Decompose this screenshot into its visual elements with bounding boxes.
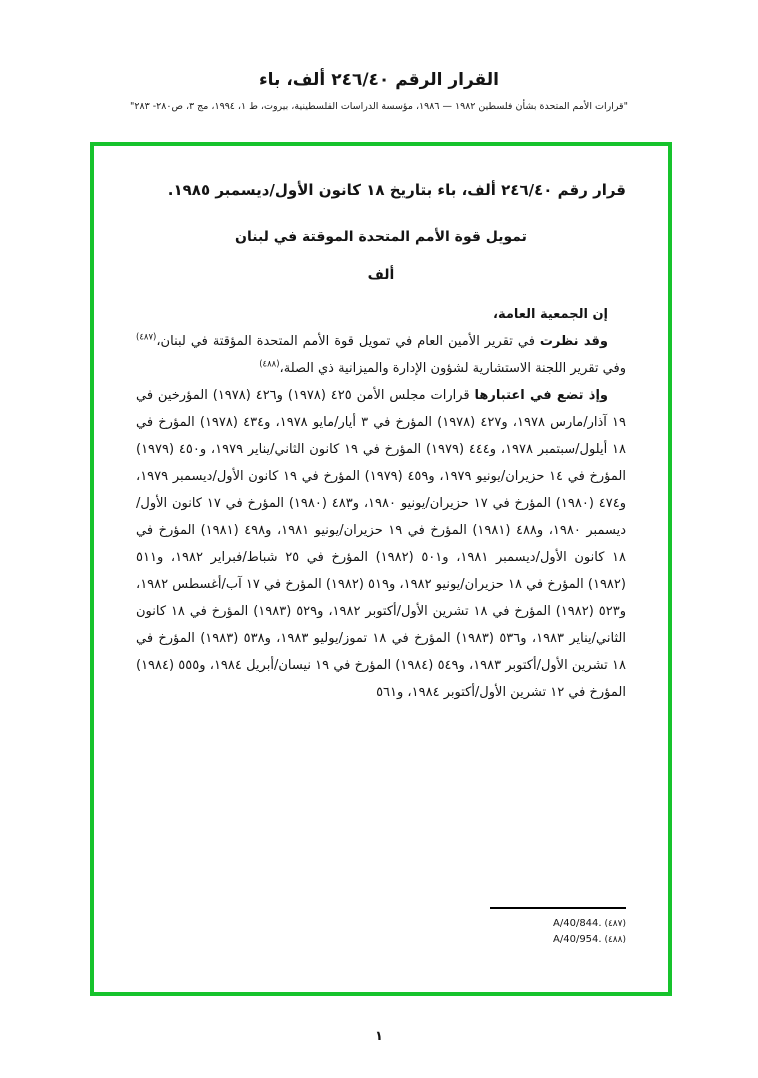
document-title: القرار الرقم ٢٤٦/٤٠ ألف، باء [258,70,500,90]
footnote-ref: (٤٨٧) [136,332,157,343]
text-segment: وفي تقرير اللجنة الاستشارية لشؤون الإدارة والميزانية ذي الصلة، [279,361,626,376]
resolution-subject: تمويل قوة الأمم المتحدة الموقتة في لبنان [235,229,527,245]
footnote-marker: (٤٨٧) [601,919,626,929]
section-label: ألف [367,267,395,283]
paragraph [136,301,626,328]
page-header [0,70,758,112]
text-segment: وقد نظرت [539,334,608,349]
page-number: ١ [375,1029,383,1044]
paragraph [136,328,626,382]
text-segment: في تقرير الأمين العام في تمويل قوة الأمم المتحدة المؤقتة في لبنان، [156,334,540,349]
footnote-divider [490,907,626,909]
footnote-marker: (٤٨٨) [601,935,626,945]
paragraph [136,382,626,706]
text-segment: قرارات مجلس الأمن ٤٢٥ (١٩٧٨) و٤٢٦ (١٩٧٨) المؤرخين في ١٩ آذار/مارس ١٩٧٨، و٤٢٧ (١٩٧٨) المؤرخ في ٣ أيار/مايو ١٩٧٨، و٤٣٤ (١٩٧٨) المؤرخ في ١٨ أيلول/سبتمبر ١٩٧٨، و٤٤٤ (١٩٧٩) المؤرخ في ١٩ كانون الثاني/يناير ١٩٧٩، و٤٥٠ (١٩٧٩) المؤرخ في ١٤ حزيران/يونيو ١٩٧٩، و٤٥٩ (١٩٧٩) المؤرخ في ١٩ كانون الأول/ديسمبر ١٩٧٩، و٤٧٤ (١٩٨٠) المؤرخ في ١٧ حزيران/يونيو ١٩٨٠، و٤٨٣ (١٩٨٠) المؤرخ في ١٧ كانون الأول/ديسمبر ١٩٨٠، و٤٨٨ (١٩٨١) المؤرخ في ١٩ حزيران/يونيو ١٩٨١، و٤٩٨ (١٩٨١) المؤرخ في ١٨ كانون الأول/ديسمبر ١٩٨١، و٥٠١ (١٩٨٢) المؤرخ في ٢٥ شباط/فبراير ١٩٨٢، و٥١١ (١٩٨٢) المؤرخ في ١٨ حزيران/يونيو ١٩٨٢، و٥١٩ (١٩٨٢) المؤرخ في ١٧ آب/أغسطس ١٩٨٢، و٥٢٣ (١٩٨٢) المؤرخ في ١٨ تشرين الأول/أكتوبر ١٩٨٢، و٥٢٩ (١٩٨٣) المؤرخ في ١٨ كانون الثاني/يناير ١٩٨٣، و٥٣٦ (١٩٨٣) المؤرخ في ١٨ تموز/يوليو ١٩٨٣، و٥٣٨ (١٩٨٣) المؤرخ في ١٨ تشرين الأول/أكتوبر ١٩٨٣، و٥٤٩ (١٩٨٤) المؤرخ في ١٩ نيسان/أبريل ١٩٨٤، و٥٥٥ (١٩٨٤) المؤرخ في ١٢ تشرين الأول/أكتوبر ١٩٨٤، و٥٦١ [136,388,627,700]
source-citation: "قرارات الأمم المتحدة بشأن فلسطين ١٩٨٢ — ١٩٨٦، مؤسسة الدراسات الفلسطينية، بيروت، ط ١، ١٩٩٤، مج ٣، ص٢٨٠- ٢٨٣" [130,101,628,112]
footnote [136,916,626,932]
footnote-text: A/40/844. [553,918,602,929]
footnote-block [136,907,626,948]
body-paragraphs [136,301,626,706]
text-segment: إن الجمعية العامة، [493,307,608,322]
footnote [136,932,626,948]
footnote-list [136,916,626,948]
footnote-text: A/40/954. [553,934,602,945]
text-segment: وإذ تضع في اعتبارها [474,388,608,403]
resolution-heading: قرار رقم ٢٤٦/٤٠ ألف، باء بتاريخ ١٨ كانون الأول/ديسمبر ١٩٨٥. [167,181,626,199]
resolution-box [90,142,672,996]
footnote-ref: (٤٨٨) [259,359,280,370]
